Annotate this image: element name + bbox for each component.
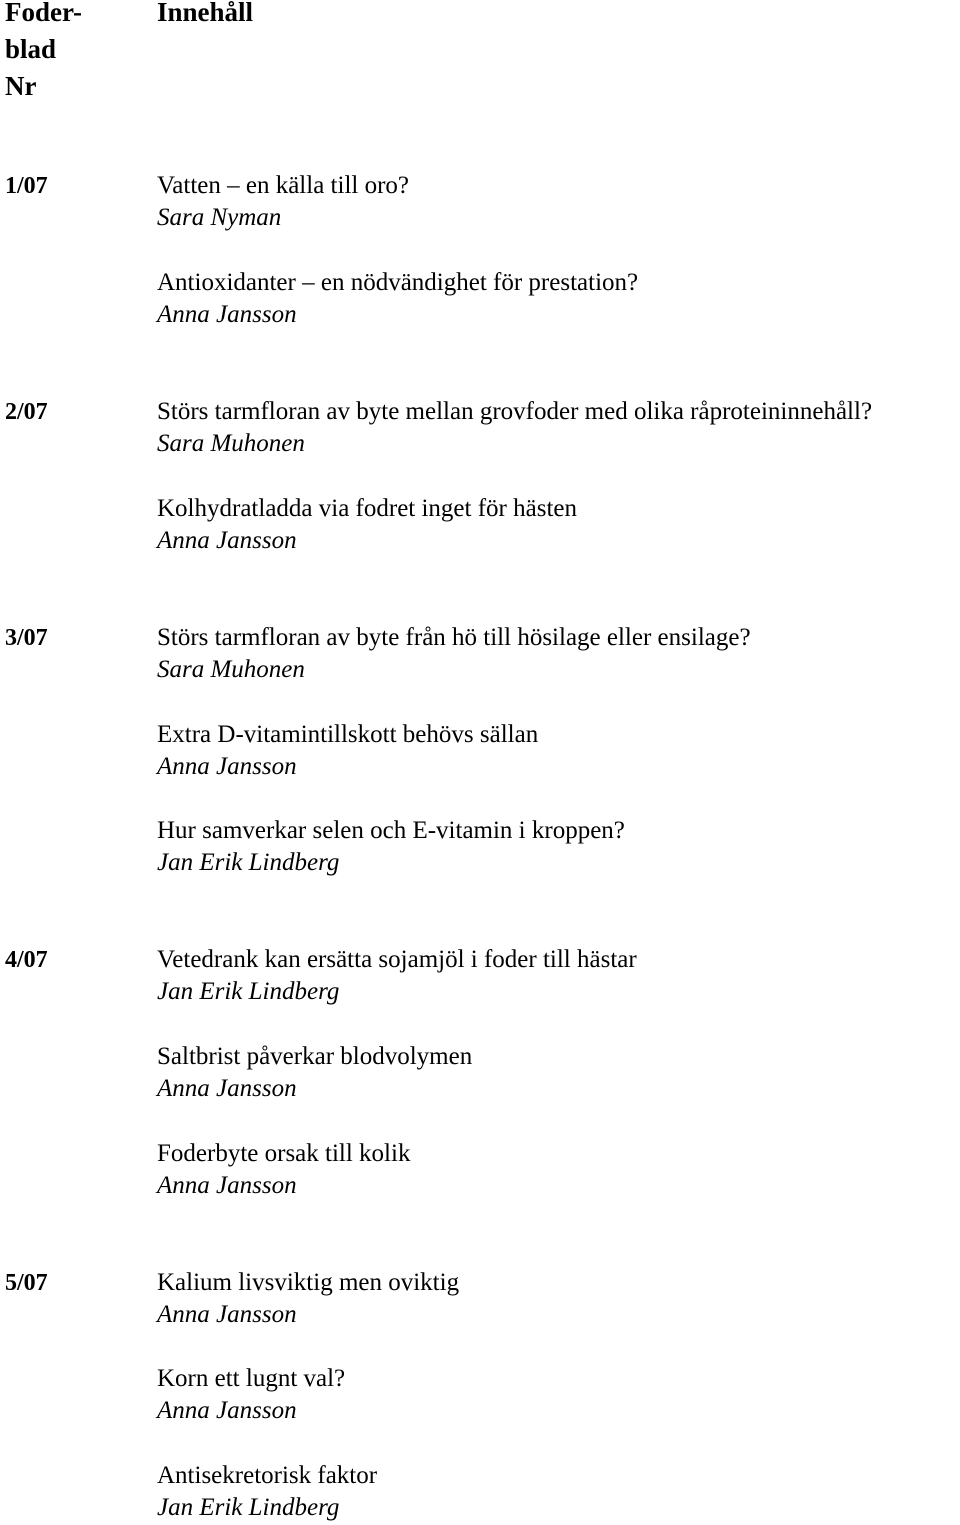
article-title: Antioxidanter – en nödvändighet för prestation? xyxy=(157,269,639,296)
article-author: Anna Jansson xyxy=(157,1172,297,1199)
article-title: Antisekretorisk faktor xyxy=(157,1462,378,1489)
article-author: Anna Jansson xyxy=(157,1075,297,1102)
article-title: Vetedrank kan ersätta sojamjöl i foder till hästar xyxy=(157,946,637,973)
page-title: Innehåll xyxy=(157,0,254,27)
issue-number-1: 1/07 xyxy=(5,173,48,199)
article-author: Jan Erik Lindberg xyxy=(157,849,340,876)
article-title: Kolhydratladda via fodret inget för hästen xyxy=(157,495,577,522)
header-nr-label xyxy=(5,0,82,105)
article-author: Sara Muhonen xyxy=(157,656,305,683)
article-author: Anna Jansson xyxy=(157,1397,297,1424)
article-title: Störs tarmfloran av byte från hö till hösilage eller ensilage? xyxy=(157,624,751,651)
article-author: Sara Nyman xyxy=(157,204,282,231)
article-author: Jan Erik Lindberg xyxy=(157,1494,340,1521)
article-author: Anna Jansson xyxy=(157,301,297,328)
issue-number-4: 4/07 xyxy=(5,947,48,973)
article-author: Anna Jansson xyxy=(157,1301,297,1328)
article-title: Extra D-vitamintillskott behövs sällan xyxy=(157,721,539,748)
issue-number-5: 5/07 xyxy=(5,1270,48,1296)
article-title: Foderbyte orsak till kolik xyxy=(157,1140,411,1167)
article-title: Korn ett lugnt val? xyxy=(157,1365,346,1392)
article-title: Kalium livsviktig men oviktig xyxy=(157,1269,460,1296)
header-nr-line-3: Nr xyxy=(5,71,37,101)
article-author: Anna Jansson xyxy=(157,753,297,780)
header-nr-line-1: Foder- xyxy=(5,0,82,27)
article-author: Anna Jansson xyxy=(157,527,297,554)
article-author: Sara Muhonen xyxy=(157,430,305,457)
article-author: Jan Erik Lindberg xyxy=(157,978,340,1005)
issue-number-3: 3/07 xyxy=(5,625,48,651)
article-title: Saltbrist påverkar blodvolymen xyxy=(157,1043,473,1070)
article-title: Vatten – en källa till oro? xyxy=(157,172,410,199)
article-title: Störs tarmfloran av byte mellan grovfoder med olika råproteininnehåll? xyxy=(157,398,873,425)
issue-number-2: 2/07 xyxy=(5,399,48,425)
article-title: Hur samverkar selen och E-vitamin i kroppen? xyxy=(157,817,625,844)
header-nr-line-2: blad xyxy=(5,34,57,64)
